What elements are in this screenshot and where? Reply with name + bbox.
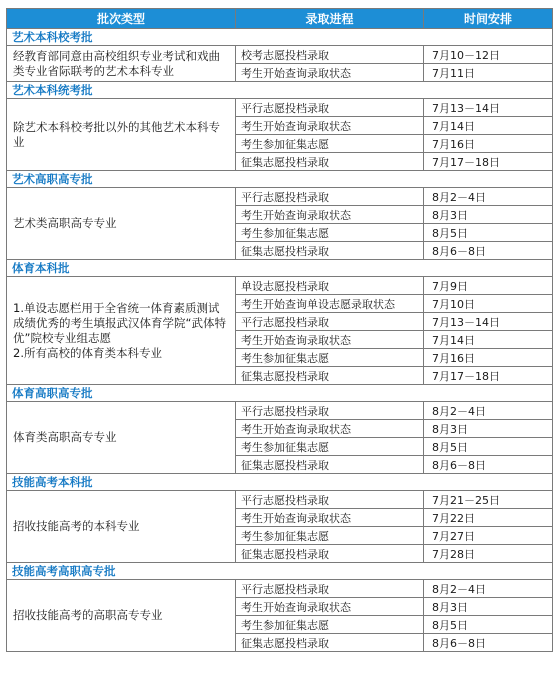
schedule-date: 8月5日	[424, 224, 553, 242]
schedule-date: 8月2－4日	[424, 580, 553, 598]
admission-step: 征集志愿投档录取	[236, 456, 424, 474]
admission-step: 征集志愿投档录取	[236, 367, 424, 385]
admission-step: 征集志愿投档录取	[236, 634, 424, 652]
header-schedule: 时间安排	[424, 9, 553, 29]
admission-step: 平行志愿投档录取	[236, 188, 424, 206]
schedule-date: 7月22日	[424, 509, 553, 527]
header-admission-process: 录取进程	[236, 9, 424, 29]
admission-step: 考生开始查询录取状态	[236, 598, 424, 616]
admission-step: 校考志愿投档录取	[236, 46, 424, 64]
schedule-date: 7月14日	[424, 117, 553, 135]
admission-step: 平行志愿投档录取	[236, 99, 424, 117]
section-title: 技能高考高职高专批	[7, 563, 553, 580]
schedule-date: 8月6－8日	[424, 242, 553, 260]
schedule-date: 8月6－8日	[424, 456, 553, 474]
section-title: 技能高考本科批	[7, 474, 553, 491]
section-title-row	[7, 82, 553, 99]
schedule-row	[7, 402, 553, 420]
admission-step: 考生开始查询单设志愿录取状态	[236, 295, 424, 313]
schedule-date: 7月16日	[424, 135, 553, 153]
batch-description	[7, 277, 236, 385]
admission-step: 征集志愿投档录取	[236, 545, 424, 563]
schedule-date: 7月17－18日	[424, 153, 553, 171]
admission-step: 征集志愿投档录取	[236, 153, 424, 171]
admission-schedule-table	[6, 8, 553, 652]
admission-step: 考生参加征集志愿	[236, 527, 424, 545]
batch-description: 体育类高职高专专业	[7, 402, 236, 474]
section-title: 体育高职高专批	[7, 385, 553, 402]
admission-step: 征集志愿投档录取	[236, 242, 424, 260]
admission-step: 考生开始查询录取状态	[236, 509, 424, 527]
section-title: 艺术本科校考批	[7, 29, 553, 46]
schedule-date: 7月13－14日	[424, 313, 553, 331]
batch-description: 招收技能高考的本科专业	[7, 491, 236, 563]
schedule-date: 7月27日	[424, 527, 553, 545]
admission-step: 平行志愿投档录取	[236, 580, 424, 598]
schedule-row	[7, 580, 553, 598]
header-row	[7, 9, 553, 29]
admission-step: 考生开始查询录取状态	[236, 117, 424, 135]
admission-step: 考生参加征集志愿	[236, 224, 424, 242]
admission-step: 平行志愿投档录取	[236, 402, 424, 420]
section-title: 艺术本科统考批	[7, 82, 553, 99]
batch-description: 除艺术本科校考批以外的其他艺术本科专业	[7, 99, 236, 171]
admission-step: 单设志愿投档录取	[236, 277, 424, 295]
section-title-row	[7, 385, 553, 402]
batch-description-line: 2.所有高校的体育类本科专业	[13, 345, 162, 360]
schedule-row	[7, 46, 553, 64]
schedule-date: 7月14日	[424, 331, 553, 349]
section-title: 艺术高职高专批	[7, 171, 553, 188]
section-title-row	[7, 563, 553, 580]
schedule-date: 7月10日	[424, 295, 553, 313]
admission-step: 考生开始查询录取状态	[236, 420, 424, 438]
header-batch-type: 批次类型	[7, 9, 236, 29]
batch-description: 经教育部同意由高校组织专业考试和戏曲类专业省际联考的艺术本科专业	[7, 46, 236, 82]
section-title-row	[7, 474, 553, 491]
schedule-date: 7月11日	[424, 64, 553, 82]
schedule-row	[7, 277, 553, 295]
admission-step: 考生参加征集志愿	[236, 438, 424, 456]
admission-step: 平行志愿投档录取	[236, 491, 424, 509]
schedule-date: 8月3日	[424, 206, 553, 224]
admission-step: 考生开始查询录取状态	[236, 206, 424, 224]
admission-step: 考生参加征集志愿	[236, 616, 424, 634]
schedule-date: 7月10－12日	[424, 46, 553, 64]
schedule-date: 8月2－4日	[424, 188, 553, 206]
schedule-row	[7, 491, 553, 509]
schedule-body	[7, 29, 553, 652]
section-title: 体育本科批	[7, 260, 553, 277]
schedule-date: 8月5日	[424, 616, 553, 634]
admission-step: 考生参加征集志愿	[236, 135, 424, 153]
schedule-date: 7月13－14日	[424, 99, 553, 117]
admission-step: 考生开始查询录取状态	[236, 64, 424, 82]
schedule-date: 8月6－8日	[424, 634, 553, 652]
schedule-row	[7, 188, 553, 206]
schedule-date: 8月5日	[424, 438, 553, 456]
admission-step: 考生开始查询录取状态	[236, 331, 424, 349]
schedule-date: 7月9日	[424, 277, 553, 295]
schedule-date: 7月28日	[424, 545, 553, 563]
schedule-row	[7, 99, 553, 117]
batch-description-line: 1.单设志愿栏用于全省统一体育素质测试成绩优秀的考生填报武汉体育学院“武体特优”院校专业组志愿	[13, 300, 226, 345]
admission-step: 考生参加征集志愿	[236, 349, 424, 367]
batch-description: 招收技能高考的高职高专专业	[7, 580, 236, 652]
section-title-row	[7, 260, 553, 277]
schedule-date: 7月21－25日	[424, 491, 553, 509]
schedule-date: 8月2－4日	[424, 402, 553, 420]
schedule-date: 7月17－18日	[424, 367, 553, 385]
admission-step: 平行志愿投档录取	[236, 313, 424, 331]
schedule-date: 7月16日	[424, 349, 553, 367]
schedule-date: 8月3日	[424, 420, 553, 438]
section-title-row	[7, 29, 553, 46]
section-title-row	[7, 171, 553, 188]
batch-description: 艺术类高职高专专业	[7, 188, 236, 260]
schedule-date: 8月3日	[424, 598, 553, 616]
